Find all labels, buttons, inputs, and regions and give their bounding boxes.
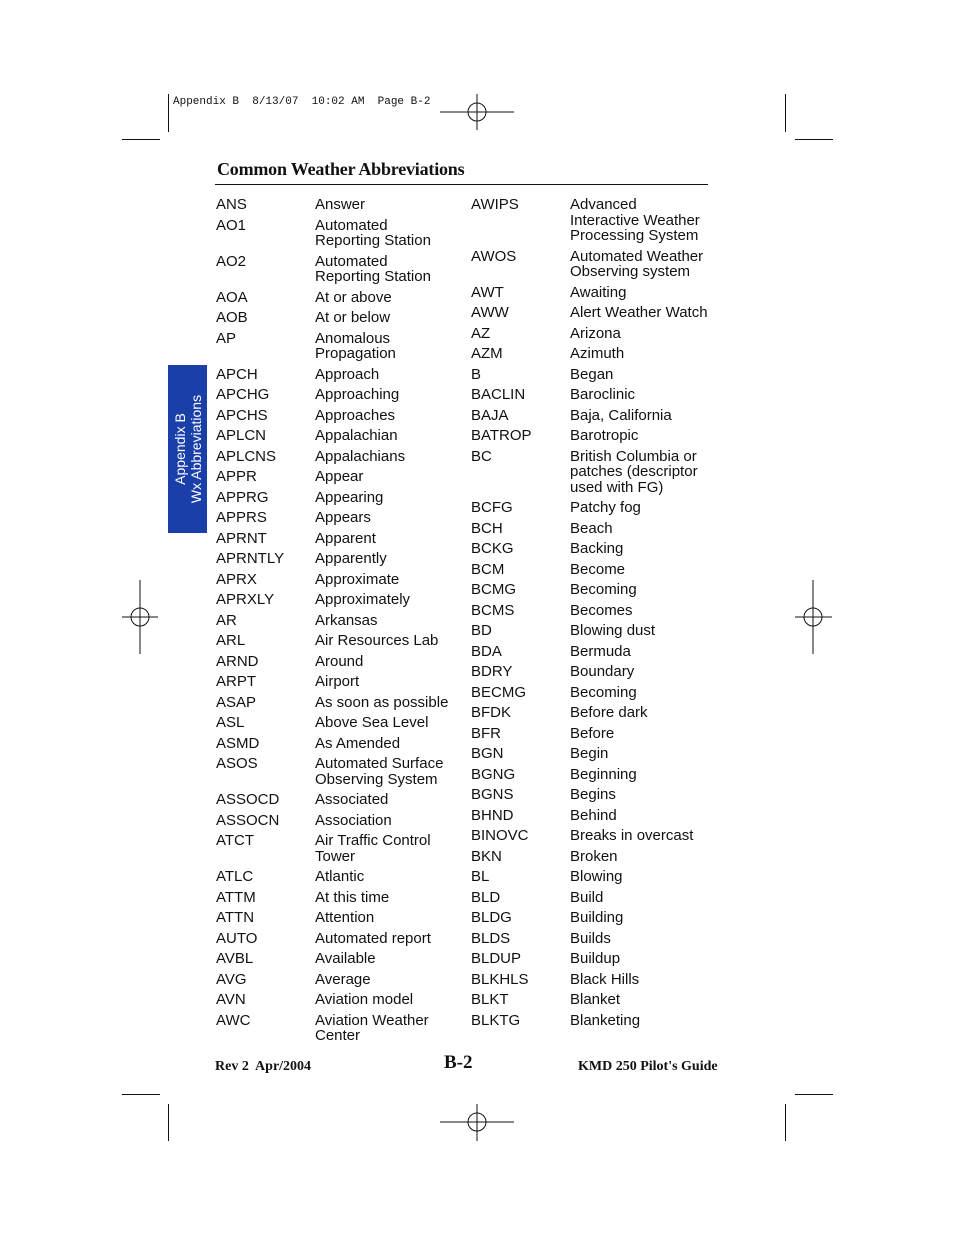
abbreviation-meaning: Appears xyxy=(315,509,371,526)
abbreviation-meaning: Breaks in overcast xyxy=(570,827,694,844)
abbreviation-code: AO2 xyxy=(216,252,247,270)
abbreviation-row xyxy=(216,813,456,829)
abbreviation-row xyxy=(471,890,711,906)
abbreviation-code: BCMS xyxy=(471,601,515,619)
title-rule xyxy=(215,184,708,185)
abbreviation-meaning: Becomes xyxy=(570,601,633,619)
abbreviation-row xyxy=(471,726,711,742)
abbreviation-code: AWC xyxy=(216,1011,251,1029)
abbreviation-code: ASL xyxy=(216,714,245,731)
page-title: Common Weather Abbreviations xyxy=(217,159,465,179)
abbreviation-meaning: Above Sea Level xyxy=(315,714,429,731)
abbreviation-row xyxy=(471,705,711,721)
abbreviation-code: ASOS xyxy=(216,755,258,772)
side-tab-line2: Wx Abbreviations xyxy=(187,394,204,504)
abbreviation-row xyxy=(471,767,711,783)
abbreviation-meaning: Blanketing xyxy=(570,1011,641,1029)
abbreviation-code: BINOVC xyxy=(471,827,529,844)
abbreviation-meaning: Atlantic xyxy=(315,868,365,885)
abbreviation-meaning: Blanket xyxy=(570,991,621,1008)
abbreviation-meaning: Approaches xyxy=(315,406,396,424)
abbreviation-code: APRX xyxy=(216,570,257,588)
abbreviation-code: APRXLY xyxy=(216,591,275,608)
abbreviation-row xyxy=(216,592,456,608)
abbreviation-row xyxy=(471,992,711,1008)
abbreviation-meaning: Patchy fog xyxy=(570,499,641,516)
abbreviation-meaning: Become xyxy=(570,560,626,578)
abbreviation-meaning: Alert Weather Watch xyxy=(570,304,708,321)
abbreviation-code: BLDG xyxy=(471,909,512,926)
abbreviation-code: ATCT xyxy=(216,832,255,849)
abbreviation-meaning: At this time xyxy=(315,888,390,906)
abbreviation-code: BLDUP xyxy=(471,950,522,967)
abbreviation-code: ASSOCN xyxy=(216,811,280,829)
abbreviation-meaning: Approximate xyxy=(315,570,400,588)
abbreviation-meaning: Aviation Weather Center xyxy=(315,1011,429,1044)
abbreviation-code: AVG xyxy=(216,970,247,988)
abbreviation-meaning: Beginning xyxy=(570,765,637,783)
abbreviation-row xyxy=(216,290,456,306)
side-tab-line1: Appendix B xyxy=(171,413,188,485)
abbreviation-code: APCHG xyxy=(216,386,270,403)
abbreviation-code: AR xyxy=(216,611,237,629)
abbreviation-meaning: Arizona xyxy=(570,324,621,342)
abbreviation-row xyxy=(471,787,711,803)
abbreviation-row xyxy=(471,387,711,403)
abbreviation-row xyxy=(471,449,711,496)
abbreviation-row xyxy=(471,664,711,680)
abbreviation-code: BFR xyxy=(471,724,501,742)
abbreviation-row xyxy=(471,428,711,444)
abbreviation-row xyxy=(471,582,711,598)
abbreviation-meaning: Appalachians xyxy=(315,447,406,465)
abbreviation-meaning: Broken xyxy=(570,847,618,865)
abbreviation-meaning: Blowing dust xyxy=(570,622,656,639)
abbreviation-code: AUTO xyxy=(216,929,258,947)
abbreviation-meaning: Automated Surface Observing System xyxy=(315,755,444,788)
abbreviation-meaning: Buildup xyxy=(570,950,621,967)
abbreviation-row xyxy=(471,541,711,557)
abbreviation-row xyxy=(471,346,711,362)
abbreviation-code: BACLIN xyxy=(471,386,526,403)
abbreviation-code: BLKT xyxy=(471,991,509,1008)
abbreviation-meaning: At or above xyxy=(315,288,392,306)
abbreviation-row xyxy=(216,951,456,967)
abbreviation-row xyxy=(216,792,456,808)
abbreviation-meaning: As Amended xyxy=(315,734,401,752)
abbreviation-row xyxy=(216,972,456,988)
abbreviation-meaning: Approach xyxy=(315,365,380,383)
abbreviation-row xyxy=(471,305,711,321)
abbreviation-code: ASMD xyxy=(216,734,260,752)
abbreviation-row xyxy=(471,931,711,947)
abbreviation-row xyxy=(216,510,456,526)
abbreviation-code: BL xyxy=(471,868,490,885)
abbreviation-code: APPRG xyxy=(216,488,269,506)
abbreviation-row xyxy=(216,633,456,649)
abbreviation-row xyxy=(471,951,711,967)
abbreviation-row xyxy=(216,674,456,690)
abbreviation-code: APRNT xyxy=(216,529,267,547)
abbreviation-code: APPR xyxy=(216,468,257,485)
abbreviation-meaning: Begins xyxy=(570,786,616,803)
abbreviation-meaning: Builds xyxy=(570,929,611,947)
abbreviation-meaning: Approximately xyxy=(315,591,411,608)
abbreviation-code: BC xyxy=(471,447,492,465)
abbreviation-code: BKN xyxy=(471,847,502,865)
abbreviation-row xyxy=(471,808,711,824)
abbreviation-meaning: Apparent xyxy=(315,529,376,547)
abbreviation-code: BDA xyxy=(471,642,502,660)
abbreviation-code: BDRY xyxy=(471,663,513,680)
abbreviation-meaning: Backing xyxy=(570,540,624,557)
abbreviation-row xyxy=(471,623,711,639)
abbreviation-row xyxy=(471,197,711,244)
abbreviation-code: BFDK xyxy=(471,704,512,721)
abbreviation-code: ASSOCD xyxy=(216,791,280,808)
abbreviation-code: ANS xyxy=(216,196,247,213)
abbreviation-meaning: Air Resources Lab xyxy=(315,632,439,649)
abbreviation-row xyxy=(471,828,711,844)
abbreviation-meaning: Associated xyxy=(315,791,389,808)
abbreviation-meaning: Baja, California xyxy=(570,406,672,424)
abbreviation-row xyxy=(216,931,456,947)
abbreviation-meaning: Appear xyxy=(315,468,364,485)
abbreviation-row xyxy=(471,685,711,701)
abbreviation-row xyxy=(216,490,456,506)
abbreviation-meaning: As soon as possible xyxy=(315,693,449,711)
abbreviation-row xyxy=(216,613,456,629)
abbreviation-code: AVN xyxy=(216,991,246,1008)
abbreviation-row xyxy=(471,521,711,537)
abbreviation-code: ARND xyxy=(216,652,259,670)
abbreviation-row xyxy=(216,331,456,362)
abbreviation-row xyxy=(216,910,456,926)
abbreviation-meaning: Building xyxy=(570,909,624,926)
abbreviation-code: ARL xyxy=(216,632,246,649)
abbreviation-row xyxy=(471,562,711,578)
abbreviation-row xyxy=(216,551,456,567)
abbreviation-row xyxy=(471,644,711,660)
abbreviation-row xyxy=(471,972,711,988)
abbreviation-code: BGN xyxy=(471,745,504,762)
abbreviation-row xyxy=(216,218,456,249)
abbreviation-meaning: Association xyxy=(315,811,392,829)
abbreviation-code: AZ xyxy=(471,324,491,342)
abbreviation-row xyxy=(216,1013,456,1044)
abbreviation-row xyxy=(471,367,711,383)
abbreviation-code: AVBL xyxy=(216,950,254,967)
abbreviation-code: B xyxy=(471,365,482,383)
abbreviation-code: BHND xyxy=(471,806,514,824)
abbreviation-meaning: Available xyxy=(315,950,376,967)
page-number: B-2 xyxy=(444,1052,473,1073)
abbreviation-code: BCH xyxy=(471,519,503,537)
abbreviation-code: ASAP xyxy=(216,693,257,711)
abbreviation-meaning: Began xyxy=(570,365,614,383)
abbreviation-code: AWT xyxy=(471,283,504,301)
abbreviation-row xyxy=(216,387,456,403)
abbreviation-meaning: Approaching xyxy=(315,386,400,403)
abbreviation-row xyxy=(471,408,711,424)
abbreviation-code: AWW xyxy=(471,304,509,321)
abbreviation-meaning: Before dark xyxy=(570,704,648,721)
abbreviation-code: APLCNS xyxy=(216,447,277,465)
abbreviation-meaning: Baroclinic xyxy=(570,386,636,403)
abbreviation-meaning: Azimuth xyxy=(570,345,625,362)
abbreviation-code: BCFG xyxy=(471,499,513,516)
abbreviation-code: BAJA xyxy=(471,406,509,424)
abbreviation-meaning: Beach xyxy=(570,519,613,537)
abbreviation-meaning: Around xyxy=(315,652,364,670)
abbreviation-meaning: Build xyxy=(570,888,604,906)
abbreviation-code: AOB xyxy=(216,309,248,326)
abbreviation-code: AO1 xyxy=(216,216,247,234)
abbreviation-row xyxy=(216,736,456,752)
abbreviation-row xyxy=(471,869,711,885)
abbreviation-row xyxy=(216,428,456,444)
abbreviation-meaning: Answer xyxy=(315,196,366,213)
abbreviation-code: APCH xyxy=(216,365,258,383)
abbreviation-row xyxy=(471,1013,711,1029)
abbreviation-meaning: Becoming xyxy=(570,683,637,701)
abbreviation-row xyxy=(471,849,711,865)
abbreviation-code: BLD xyxy=(471,888,501,906)
abbreviation-code: ATTN xyxy=(216,909,255,926)
abbreviation-code: BLKTG xyxy=(471,1011,521,1029)
abbreviation-meaning: Arkansas xyxy=(315,611,378,629)
abbreviation-code: AWIPS xyxy=(471,196,519,213)
abbreviation-code: ATTM xyxy=(216,888,256,906)
abbreviation-code: BCKG xyxy=(471,540,514,557)
abbreviation-meaning: Blowing xyxy=(570,868,623,885)
abbreviation-meaning: Begin xyxy=(570,745,609,762)
abbreviation-meaning: Behind xyxy=(570,806,617,824)
print-slug: Appendix B 8/13/07 10:02 AM Page B-2 xyxy=(173,96,431,108)
abbreviation-row xyxy=(216,254,456,285)
abbreviation-meaning: Apparently xyxy=(315,550,387,567)
abbreviation-row xyxy=(216,869,456,885)
abbreviation-row xyxy=(216,833,456,864)
abbreviation-meaning: Aviation model xyxy=(315,991,414,1008)
side-tab xyxy=(168,365,207,533)
abbreviation-meaning: Boundary xyxy=(570,663,635,680)
abbreviation-row xyxy=(216,992,456,1008)
abbreviation-code: BLDS xyxy=(471,929,511,947)
abbreviation-meaning: Attention xyxy=(315,909,375,926)
abbreviation-row xyxy=(471,746,711,762)
abbreviation-meaning: British Columbia or patches (descriptor used with FG) xyxy=(570,447,698,496)
abbreviation-code: AWOS xyxy=(471,247,517,265)
abbreviation-meaning: Automated Weather Observing system xyxy=(570,247,704,280)
abbreviation-code: BCMG xyxy=(471,581,516,598)
abbreviation-code: AZM xyxy=(471,345,503,362)
abbreviation-meaning: Automated report xyxy=(315,929,431,947)
abbreviation-meaning: Appearing xyxy=(315,488,384,506)
abbreviation-column-right xyxy=(471,197,711,1033)
abbreviation-meaning: Awaiting xyxy=(570,283,627,301)
abbreviation-row xyxy=(471,326,711,342)
abbreviation-meaning: Advanced Interactive Weather Processing System xyxy=(570,196,700,244)
abbreviation-meaning: Automated Reporting Station xyxy=(315,216,431,249)
abbreviation-code: BD xyxy=(471,622,492,639)
abbreviation-code: AP xyxy=(216,329,237,347)
abbreviation-row xyxy=(216,756,456,787)
abbreviation-code: BECMG xyxy=(471,683,527,701)
abbreviation-row xyxy=(216,469,456,485)
abbreviation-code: APLCN xyxy=(216,427,267,444)
abbreviation-row xyxy=(216,572,456,588)
abbreviation-row xyxy=(216,310,456,326)
abbreviation-code: ARPT xyxy=(216,673,257,690)
abbreviation-meaning: Anomalous Propagation xyxy=(315,329,396,362)
abbreviation-row xyxy=(216,408,456,424)
footer-revision: Rev 2 Apr/2004 xyxy=(215,1059,312,1074)
abbreviation-code: ATLC xyxy=(216,868,254,885)
abbreviation-code: BCM xyxy=(471,560,505,578)
abbreviation-row xyxy=(216,715,456,731)
abbreviation-row xyxy=(471,603,711,619)
abbreviation-row xyxy=(216,654,456,670)
abbreviation-meaning: Before xyxy=(570,724,615,742)
abbreviation-code: APRNTLY xyxy=(216,550,285,567)
abbreviation-meaning: Air Traffic Control Tower xyxy=(315,832,431,865)
abbreviation-meaning: Automated Reporting Station xyxy=(315,252,431,285)
abbreviation-meaning: Barotropic xyxy=(570,427,639,444)
abbreviation-row xyxy=(216,695,456,711)
abbreviation-code: BLKHLS xyxy=(471,970,529,988)
abbreviation-code: BATROP xyxy=(471,427,532,444)
abbreviation-meaning: At or below xyxy=(315,309,391,326)
abbreviation-meaning: Average xyxy=(315,970,371,988)
abbreviation-code: BGNS xyxy=(471,786,514,803)
abbreviation-meaning: Bermuda xyxy=(570,642,631,660)
abbreviation-row xyxy=(471,285,711,301)
footer-guide-title: KMD 250 Pilot's Guide xyxy=(578,1059,718,1074)
side-tab-text xyxy=(168,365,207,533)
abbreviation-meaning: Becoming xyxy=(570,581,637,598)
abbreviation-row xyxy=(471,249,711,280)
abbreviation-meaning: Airport xyxy=(315,673,360,690)
abbreviation-row xyxy=(216,367,456,383)
abbreviation-code: AOA xyxy=(216,288,248,306)
abbreviation-code: APPRS xyxy=(216,509,267,526)
abbreviation-row xyxy=(216,890,456,906)
abbreviation-column-left xyxy=(216,197,456,1049)
abbreviation-row xyxy=(471,500,711,516)
abbreviation-row xyxy=(216,449,456,465)
abbreviation-meaning: Black Hills xyxy=(570,970,640,988)
abbreviation-meaning: Appalachian xyxy=(315,427,398,444)
abbreviation-code: APCHS xyxy=(216,406,268,424)
abbreviation-row xyxy=(216,197,456,213)
abbreviation-row xyxy=(216,531,456,547)
abbreviation-row xyxy=(471,910,711,926)
abbreviation-code: BGNG xyxy=(471,765,516,783)
